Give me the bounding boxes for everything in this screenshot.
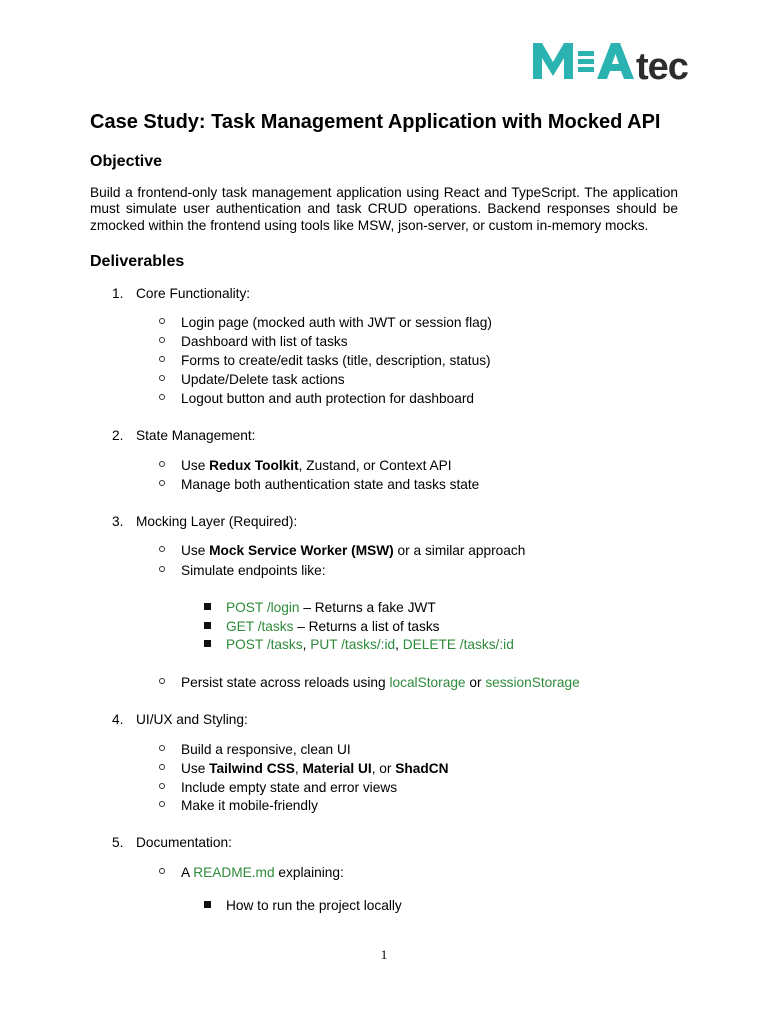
- endpoint-item: GET /tasks – Returns a list of tasks: [226, 619, 440, 634]
- list-item: Logout button and auth protection for dashboard: [181, 391, 474, 406]
- hollow-bullet-icon: [159, 318, 165, 324]
- hollow-bullet-icon: [159, 745, 165, 751]
- hollow-bullet-icon: [159, 868, 165, 874]
- section-label: Documentation:: [136, 835, 232, 850]
- list-item: Dashboard with list of tasks: [181, 334, 348, 349]
- list-item: Include empty state and error views: [181, 780, 398, 795]
- hollow-bullet-icon: [159, 566, 165, 572]
- hollow-bullet-icon: [159, 764, 165, 770]
- hollow-bullet-icon: [159, 394, 165, 400]
- list-item: How to run the project locally: [226, 898, 402, 913]
- objective-heading: Objective: [90, 153, 163, 170]
- hollow-bullet-icon: [159, 375, 165, 381]
- page-number: 1: [380, 947, 388, 962]
- deliverables-heading: Deliverables: [90, 253, 185, 270]
- section-label: UI/UX and Styling:: [136, 712, 248, 727]
- hollow-bullet-icon: [159, 801, 165, 807]
- list-item: Forms to create/edit tasks (title, description, status): [181, 353, 491, 368]
- square-bullet-icon: [204, 901, 211, 908]
- hollow-bullet-icon: [159, 356, 165, 362]
- objective-paragraph: Build a frontend-only task management application using React and TypeScript. The application must simulate user authentication and task CRUD operations. Backend responses should be zmocked within the frontend using tools like MSW, json-server, or custom in-memory mocks.: [90, 185, 678, 233]
- hollow-bullet-icon: [159, 337, 165, 343]
- list-item: Make it mobile-friendly: [181, 798, 318, 813]
- section-label: Mocking Layer (Required):: [136, 514, 298, 529]
- section-label: State Management:: [136, 428, 256, 443]
- svg-text:tec: tec: [636, 46, 688, 84]
- hollow-bullet-icon: [159, 546, 165, 552]
- list-item: Persist state across reloads using localStorage or sessionStorage: [181, 675, 580, 690]
- endpoint-item: POST /login – Returns a fake JWT: [226, 600, 436, 615]
- hollow-bullet-icon: [159, 461, 165, 467]
- endpoint-item: POST /tasks, PUT /tasks/:id, DELETE /tasks/:id: [226, 637, 514, 652]
- section-number: 5.: [112, 835, 124, 850]
- list-item: Simulate endpoints like:: [181, 563, 326, 578]
- list-item: Use Tailwind CSS, Material UI, or ShadCN: [181, 761, 449, 776]
- section-label: Core Functionality:: [136, 286, 251, 301]
- list-item: Update/Delete task actions: [181, 372, 345, 387]
- document-title: Case Study: Task Management Application with Mocked API: [90, 111, 661, 133]
- section-number: 3.: [112, 514, 124, 529]
- list-item: Manage both authentication state and tasks state: [181, 477, 480, 492]
- meatec-logo: [531, 38, 709, 84]
- list-item: Build a responsive, clean UI: [181, 742, 351, 757]
- hollow-bullet-icon: [159, 480, 165, 486]
- square-bullet-icon: [204, 603, 211, 610]
- hollow-bullet-icon: [159, 783, 165, 789]
- square-bullet-icon: [204, 640, 211, 647]
- list-item: Use Mock Service Worker (MSW) or a similar approach: [181, 543, 526, 558]
- section-number: 1.: [112, 286, 124, 301]
- list-item: Login page (mocked auth with JWT or session flag): [181, 315, 492, 330]
- hollow-bullet-icon: [159, 678, 165, 684]
- section-number: 4.: [112, 712, 124, 727]
- section-number: 2.: [112, 428, 124, 443]
- list-item: A README.md explaining:: [181, 865, 344, 880]
- list-item: Use Redux Toolkit, Zustand, or Context API: [181, 458, 452, 473]
- square-bullet-icon: [204, 622, 211, 629]
